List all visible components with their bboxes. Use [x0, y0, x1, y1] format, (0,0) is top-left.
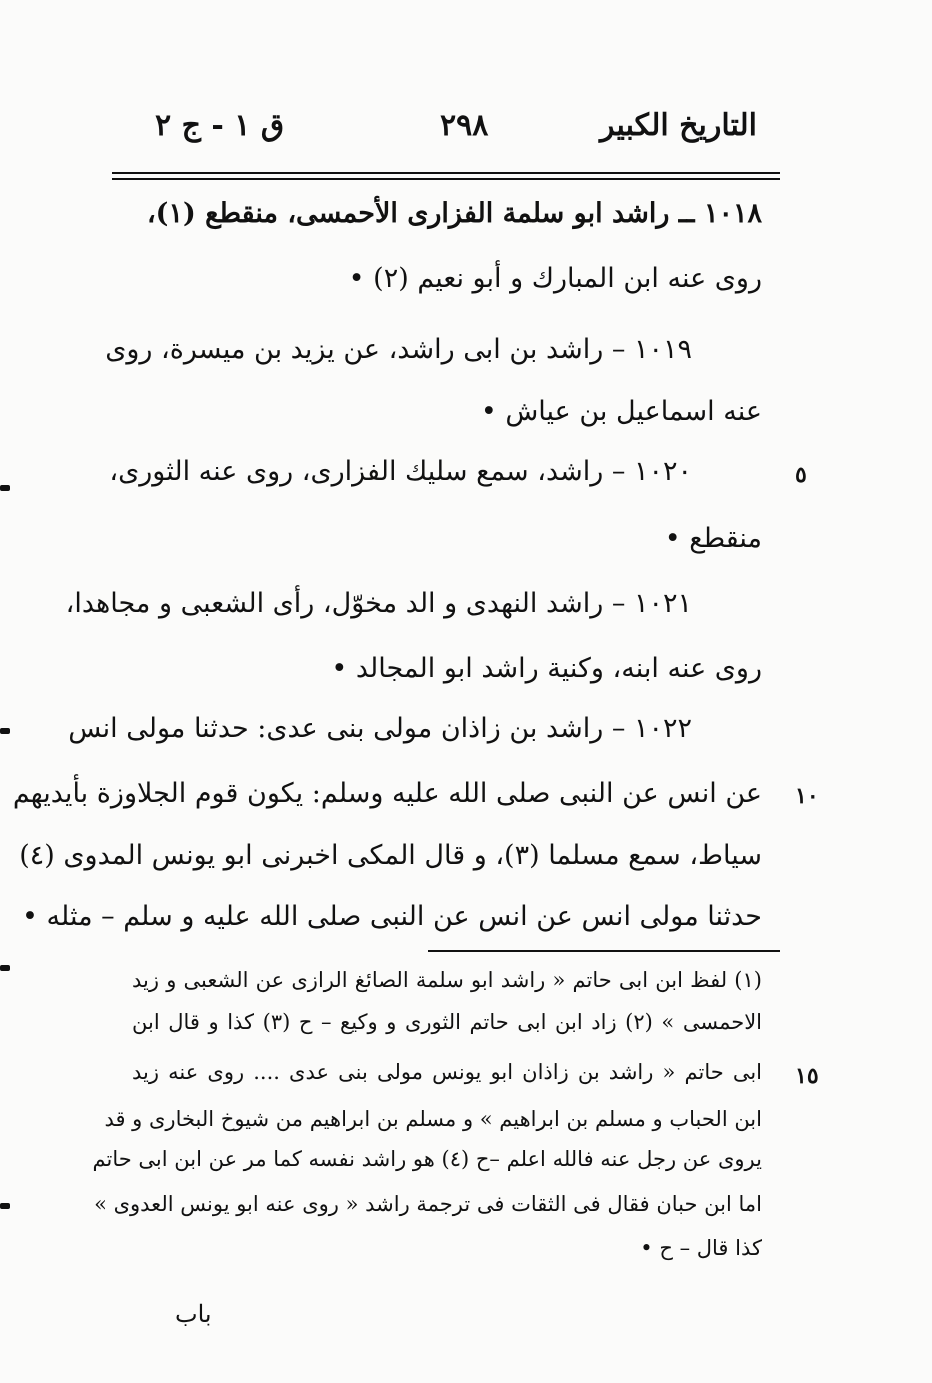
catchword: باب	[175, 1300, 212, 1328]
footnote-line-6: اما ابن حبان فقال فى الثقات فى ترجمة راشد « روى عنه ابو يونس العدوى »	[94, 1192, 762, 1216]
entry-1021-line-2: روى عنه ابنه، وكنية راشد ابو المجالد •	[331, 653, 762, 684]
scan-edge-mark	[0, 965, 10, 971]
entry-1018-line-2: روى عنه ابن المبارك و أبو نعيم (٢) •	[348, 263, 762, 294]
footnote-line-5: يروى عن رجل عنه فالله اعلم –ح (٤) هو راشد نفسه كما مر عن ابن ابى حاتم	[92, 1147, 762, 1171]
page-number: ٢٩٨	[440, 108, 489, 143]
entry-1018-line-1: ١٠١٨ ــ راشد ابو سلمة الفزارى الأحمسى، منقطع (١)،	[146, 198, 762, 229]
margin-line-number-15: ١٥	[795, 1063, 819, 1089]
volume-indicator: ق ١ - ج ٢	[155, 108, 285, 143]
footnote-line-2: الاحمسى » (٢) زاد ابن ابى حاتم الثورى و وكيع – ح (٣) كذا و قال ابن	[132, 1010, 762, 1034]
entry-1021-line-1: ١٠٢١ – راشد النهدى و الد مخوّل، رأى الشعبى و مجاهدا،	[65, 588, 692, 619]
running-title: التاريخ الكبير	[599, 108, 757, 143]
entry-1022-line-1: ١٠٢٢ – راشد بن زاذان مولى بنى عدى: حدثنا مولى انس	[68, 713, 692, 744]
margin-line-number-10: ١٠	[795, 783, 819, 809]
margin-line-number-5: ٥	[795, 462, 807, 488]
entry-1022-line-4: حدثنا مولى انس عن انس عن النبى صلى الله عليه و سلم – مثله •	[22, 901, 762, 932]
entry-1020-line-2: منقطع •	[664, 523, 762, 554]
footnote-line-7: كذا قال – ح •	[640, 1236, 762, 1260]
entry-1019-line-2: عنه اسماعيل بن عياش •	[480, 396, 762, 427]
footnote-line-3: ابى حاتم « راشد بن زاذان ابو يونس مولى بنى عدى .... روى عنه زيد	[132, 1060, 762, 1084]
footnote-line-1: (١) لفظ ابن ابى حاتم « راشد ابو سلمة الصائغ الرازى عن الشعبى و زيد	[132, 968, 762, 992]
entry-1022-line-2: عن انس عن النبى صلى الله عليه وسلم: يكون قوم الجلاوزة بأيديهم	[12, 778, 762, 809]
scan-edge-mark	[0, 1203, 10, 1209]
header-rule-top	[112, 172, 780, 174]
footnote-line-4: ابن الحباب و مسلم بن ابراهيم » و مسلم بن ابراهيم من شيوخ البخارى و قد	[104, 1107, 762, 1131]
scan-edge-mark	[0, 728, 10, 734]
footnote-rule	[428, 950, 780, 952]
entry-1022-line-3: سياط، سمع مسلما (٣)، و قال المكى اخبرنى ابو يونس المدوى (٤)	[19, 840, 762, 871]
entry-1020-line-1: ١٠٢٠ – راشد، سمع سليك الفزارى، روى عنه الثورى،	[109, 456, 692, 487]
header-rule-bottom	[112, 178, 780, 180]
entry-1019-line-1: ١٠١٩ – راشد بن ابى راشد، عن يزيد بن ميسرة، روى	[105, 334, 692, 365]
scan-edge-mark	[0, 485, 10, 491]
